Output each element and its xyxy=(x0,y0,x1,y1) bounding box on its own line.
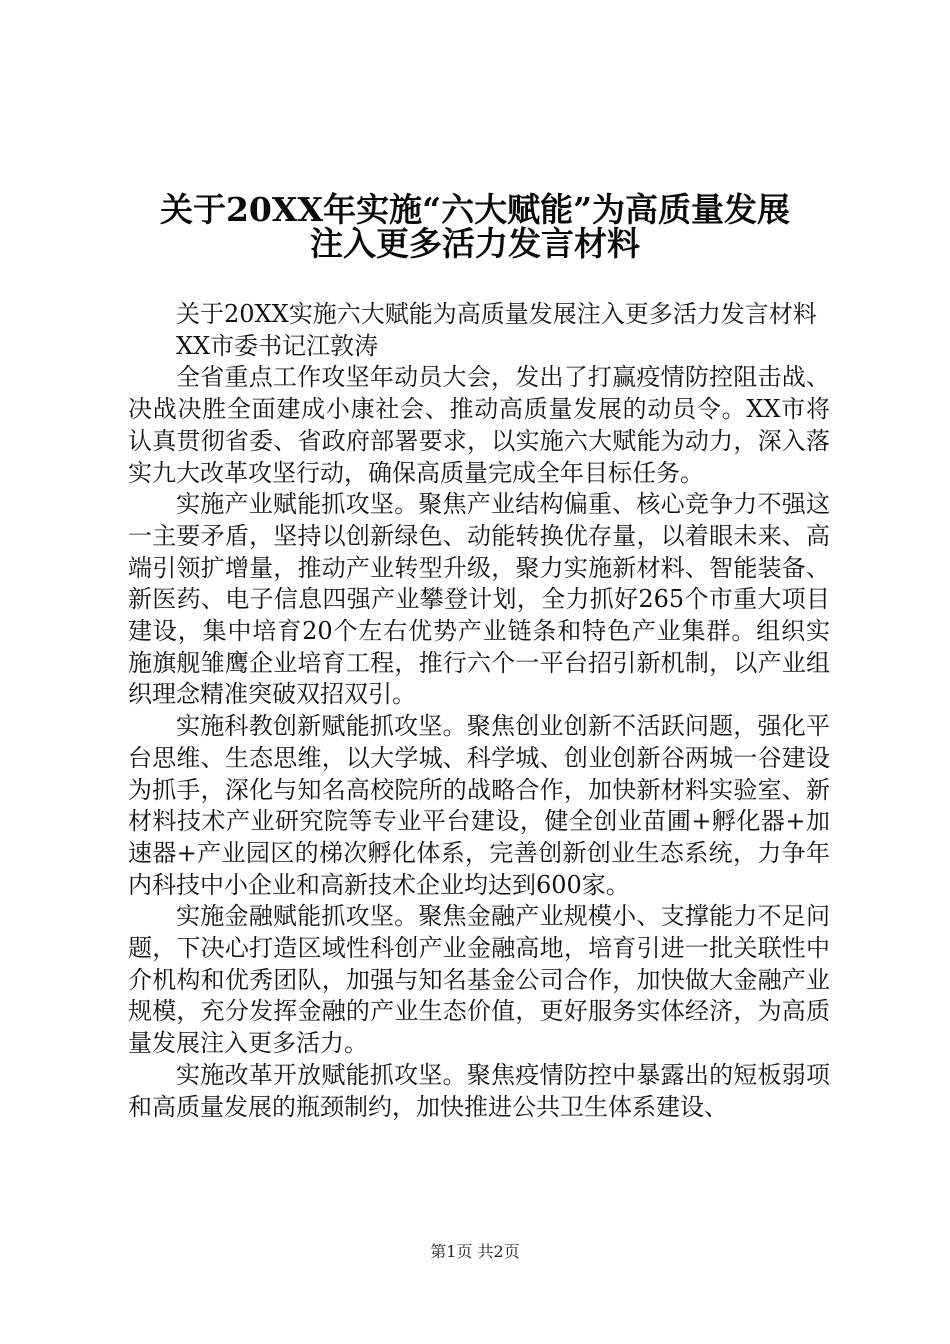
paragraph-author: XX市委书记江敦涛 xyxy=(176,331,379,360)
page-number-footer: 第1页 共2页 xyxy=(430,1242,520,1261)
paragraph-intro: 全省重点工作攻坚年动员大会，发出了打赢疫情防控阻击战、决战决胜全面建成小康社会、推动高质量发展的动员令。XX市将认真贯彻省委、省政府部署要求，以实施六大赋能为动力，深入落实九大改革攻坚行动，确保高质量完成全年目标任务。 xyxy=(128,363,830,487)
document-body xyxy=(128,299,830,1123)
paragraph-reform: 实施改革开放赋能抓攻坚。聚焦疫情防控中暴露出的短板弱项和高质量发展的瓶颈制约，加快推进公共卫生体系建设、 xyxy=(128,1060,830,1121)
paragraph-finance: 实施金融赋能抓攻坚。聚焦金融产业规模小、支撑能力不足问题，下决心打造区域性科创产业金融高地，培育引进一批关联性中介机构和优秀团队，加强与知名基金公司合作，加快做大金融产业规模，充分发挥金融的产业生态价值，更好服务实体经济，为高质量发展注入更多活力。 xyxy=(128,902,830,1058)
paragraph-industry: 实施产业赋能抓攻坚。聚焦产业结构偏重、核心竞争力不强这一主要矛盾，坚持以创新绿色、动能转换优存量，以着眼未来、高端引领扩增量，推动产业转型升级，聚力实施新材料、智能装备、新医药、电子信息四强产业攀登计划，全力抓好265个市重大项目建设，集中培育20个左右优势产业链条和特色产业集群。组织实施旗舰雏鹰企业培育工程，推行六个一平台招引新机制，以产业组织理念精准突破双招双引。 xyxy=(128,490,830,709)
paragraph-subtitle: 关于20XX实施六大赋能为高质量发展注入更多活力发言材料 xyxy=(176,300,817,328)
document-title-line-1: 关于20XX年实施“六大赋能”为高质量发展 xyxy=(159,190,791,229)
paragraph-innovation: 实施科教创新赋能抓攻坚。聚焦创业创新不活跃问题，强化平台思维、生态思维，以大学城、科学城、创业创新谷两城一谷建设为抓手，深化与知名高校院所的战略合作，加快新材料实验室、新材料技术产业研究院等专业平台建设，健全创业苗圃+孵化器+加速器+产业园区的梯次孵化体系，完善创新创业生态系统，力争年内科技中小企业和高新技术企业均达到600家。 xyxy=(128,712,830,899)
document-title-line-2: 注入更多活力发言材料 xyxy=(310,224,640,263)
